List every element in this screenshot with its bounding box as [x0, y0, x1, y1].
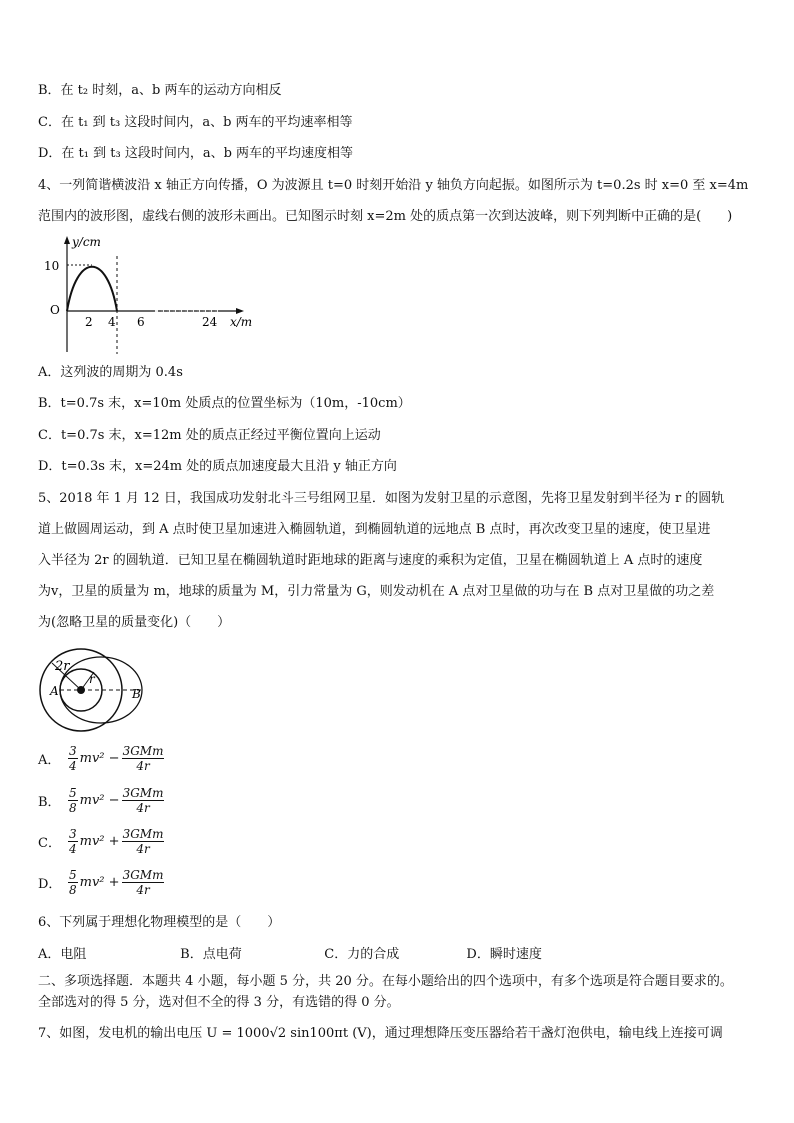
x-tick-label: 4	[108, 315, 116, 329]
x-tick-label: 24	[202, 315, 218, 329]
section2-heading-line1: 二、多项选择题．本题共 4 小题，每小题 5 分，共 20 分。在每小题给出的四个选项中，有多个选项是符合题目要求的。	[38, 974, 733, 989]
fraction: $\frac{3}{4}$	[69, 827, 77, 856]
q6-stem: 6、下列属于理想化物理模型的是（ ）	[38, 915, 281, 930]
q6-option-d: D．瞬时速度	[466, 947, 542, 962]
q3-option-c: C．在 t₁ 到 t₃ 这段时间内，a、b 两车的平均速率相等	[38, 115, 353, 130]
q6-option-b: B．点电荷	[180, 947, 242, 962]
q5-stem-line1: 5、2018 年 1 月 12 日，我国成功发射北斗三号组网卫星．如图为发射卫星的示意图，先将卫星发射到半径为 r 的圆轨	[38, 491, 725, 506]
q5-option-b: B． $\frac{5}{8}$ mv² − $\frac{\text{3GMm}}{4r}$	[38, 786, 164, 815]
q4-stem-line1: 4、一列简谐横波沿 x 轴正方向传播，O 为波源且 t=0 时刻开始沿 y 轴负方向起振。如图所示为 t=0.2s 时 x=0 至 x=4m	[38, 178, 749, 193]
fraction: $\frac{\text{3GMm}}{4r}$	[122, 744, 164, 773]
q4-option-c: C．t=0.7s 末，x=12m 处的质点正经过平衡位置向上运动	[38, 428, 381, 443]
q5-option-d: D． $\frac{5}{8}$ mv² + $\frac{\text{3GMm}}{4r}$	[38, 868, 164, 897]
q4-stem-line2: 范围内的波形图，虚线右侧的波形未画出。已知图示时刻 x=2m 处的质点第一次到达波峰，则下列判断中正确的是( )	[38, 209, 733, 224]
fraction: $\frac{3}{4}$	[69, 744, 77, 773]
q3-option-d: D．在 t₁ 到 t₃ 这段时间内，a、b 两车的平均速度相等	[38, 146, 354, 161]
fraction: $\frac{5}{8}$	[69, 786, 77, 815]
label-b: B	[132, 687, 141, 701]
x-tick-label: 2	[85, 315, 93, 329]
q5-option-c: C． $\frac{3}{4}$ mv² + $\frac{\text{3GMm}}{4r}$	[38, 827, 164, 856]
fraction: $\frac{5}{8}$	[69, 868, 77, 897]
label-a: A	[50, 684, 59, 698]
x-tick-label: 6	[137, 315, 145, 329]
label-2r: 2r	[55, 659, 70, 674]
q5-option-a: A． $\frac{3}{4}$ mv² − $\frac{\text{3GMm}}{4r}$	[38, 744, 164, 773]
q5-stem-line2: 道上做圆周运动，到 A 点时使卫星加速进入椭圆轨道，到椭圆轨道的远地点 B 点时，再次改变卫星的速度，使卫星进	[38, 522, 711, 537]
section2-heading-line2: 全部选对的得 5 分，选对但不全的得 3 分，有选错的得 0 分。	[38, 995, 400, 1010]
q5-stem-line5: 为(忽略卫星的质量变化)（ ）	[38, 615, 231, 630]
fraction: $\frac{\text{3GMm}}{4r}$	[122, 868, 164, 897]
label-r: r	[89, 672, 95, 686]
wave-graph	[40, 232, 270, 357]
y-axis-label: y/cm	[72, 235, 101, 249]
q4-option-b: B．t=0.7s 末，x=10m 处质点的位置坐标为（10m，-10cm）	[38, 396, 411, 411]
fraction: $\frac{\text{3GMm}}{4r}$	[122, 827, 164, 856]
q6-options	[38, 946, 542, 964]
q7-stem-line1: 7、如图，发电机的输出电压 U = 1000√2 sin100πt (V)，通过理想降压变压器给若干盏灯泡供电，输电线上连接可调	[38, 1026, 723, 1041]
q4-option-a: A．这列波的周期为 0.4s	[38, 365, 183, 380]
q6-option-a: A．电阻	[38, 947, 87, 962]
origin-label: O	[50, 303, 60, 317]
fraction: $\frac{\text{3GMm}}{4r}$	[122, 786, 164, 815]
q6-option-c: C．力的合成	[324, 947, 400, 962]
q5-stem-line4: 为v，卫星的质量为 m，地球的质量为 M，引力常量为 G，则发动机在 A 点对卫星做的功与在 B 点对卫星做的功之差	[38, 584, 715, 599]
x-axis-label: x/m	[230, 315, 253, 329]
q4-option-d: D．t=0.3s 末，x=24m 处的质点加速度最大且沿 y 轴正方向	[38, 459, 397, 474]
y-tick-label: 10	[44, 259, 60, 273]
wave-curve	[67, 267, 117, 311]
orbit-diagram	[38, 645, 158, 740]
q3-option-b: B．在 t₂ 时刻，a、b 两车的运动方向相反	[38, 83, 282, 98]
q5-stem-line3: 入半径为 2r 的圆轨道．已知卫星在椭圆轨道时距地球的距离与速度的乘积为定值，卫星在椭圆轨道上 A 点时的速度	[38, 553, 703, 568]
